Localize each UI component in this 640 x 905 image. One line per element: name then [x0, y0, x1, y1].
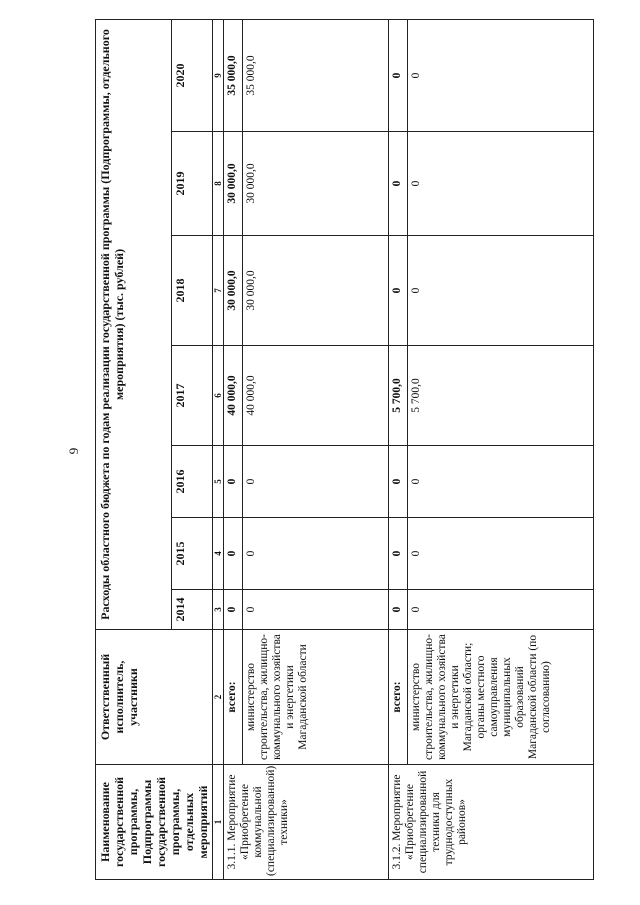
value-cell: 0 — [389, 19, 408, 131]
value-cell: 0 — [389, 446, 408, 518]
executor-name: министерство строительства, жилищно-коммунального хозяйства и энергетики Магаданской области; органы местного самоуправления муниципальных образований Магаданской области (по согласованию) — [408, 630, 594, 765]
value-cell: 0 — [408, 236, 594, 346]
value-cell: 5 700,0 — [389, 346, 408, 446]
value-cell: 0 — [224, 446, 243, 518]
value-cell: 0 — [408, 446, 594, 518]
value-cell: 5 700,0 — [408, 346, 594, 446]
value-cell: 35 000,0 — [224, 19, 243, 131]
budget-table — [95, 19, 594, 880]
value-cell: 0 — [243, 446, 389, 518]
measure-total-row — [224, 19, 243, 879]
year-cell: 2018 — [171, 236, 212, 346]
total-label: всего: — [224, 630, 243, 765]
measure-name: 3.1.1. Мероприятие «Приобретение коммунальной (специализированной) техники» — [224, 765, 389, 880]
value-cell: 0 — [224, 590, 243, 630]
header-name: Наименование государственной программы, Подпрограммы государственной программы, отдельных мероприятий — [96, 765, 213, 880]
index-row — [213, 19, 224, 879]
index-cell: 4 — [213, 518, 224, 590]
header-row — [96, 19, 172, 879]
measure-name: 3.1.2. Мероприятие «Приобретение специализированной техники для труднодоступных районов» — [389, 765, 594, 880]
value-cell: 30 000,0 — [224, 132, 243, 236]
index-cell: 8 — [213, 132, 224, 236]
value-cell: 30 000,0 — [243, 132, 389, 236]
index-cell: 5 — [213, 446, 224, 518]
value-cell: 40 000,0 — [224, 346, 243, 446]
value-cell: 0 — [389, 590, 408, 630]
executor-name: министерство строительства, жилищно-коммунального хозяйства и энергетики Магаданской области — [243, 630, 389, 765]
header-budget: Расходы областного бюджета по годам реализации государственной программы (Подпрограммы, отдельного мероприятия) (тыс. рублей) — [96, 19, 172, 629]
index-cell: 1 — [213, 765, 224, 880]
value-cell: 0 — [389, 132, 408, 236]
year-cell: 2015 — [171, 518, 212, 590]
index-cell: 7 — [213, 236, 224, 346]
measure-executor-row — [243, 19, 389, 879]
index-cell: 9 — [213, 19, 224, 131]
value-cell: 0 — [389, 518, 408, 590]
year-cell: 2019 — [171, 132, 212, 236]
value-cell: 35 000,0 — [243, 19, 389, 131]
rotated-page — [95, 20, 615, 880]
value-cell: 0 — [408, 518, 594, 590]
value-cell: 30 000,0 — [224, 236, 243, 346]
measure-executor-row — [408, 19, 594, 879]
index-cell: 6 — [213, 346, 224, 446]
year-cell: 2017 — [171, 346, 212, 446]
value-cell: 0 — [408, 19, 594, 131]
value-cell: 40 000,0 — [243, 346, 389, 446]
value-cell: 0 — [243, 590, 389, 630]
header-executor: Ответственный исполнитель, участники — [96, 630, 213, 765]
index-cell: 3 — [213, 590, 224, 630]
measure-total-row — [389, 19, 408, 879]
value-cell: 0 — [389, 236, 408, 346]
value-cell: 30 000,0 — [243, 236, 389, 346]
page-number: 9 — [66, 447, 81, 455]
year-cell: 2020 — [171, 19, 212, 131]
index-cell: 2 — [213, 630, 224, 765]
value-cell: 0 — [408, 590, 594, 630]
total-label: всего: — [389, 630, 408, 765]
value-cell: 0 — [243, 518, 389, 590]
value-cell: 0 — [408, 132, 594, 236]
year-cell: 2016 — [171, 446, 212, 518]
year-cell: 2014 — [171, 590, 212, 630]
value-cell: 0 — [224, 518, 243, 590]
